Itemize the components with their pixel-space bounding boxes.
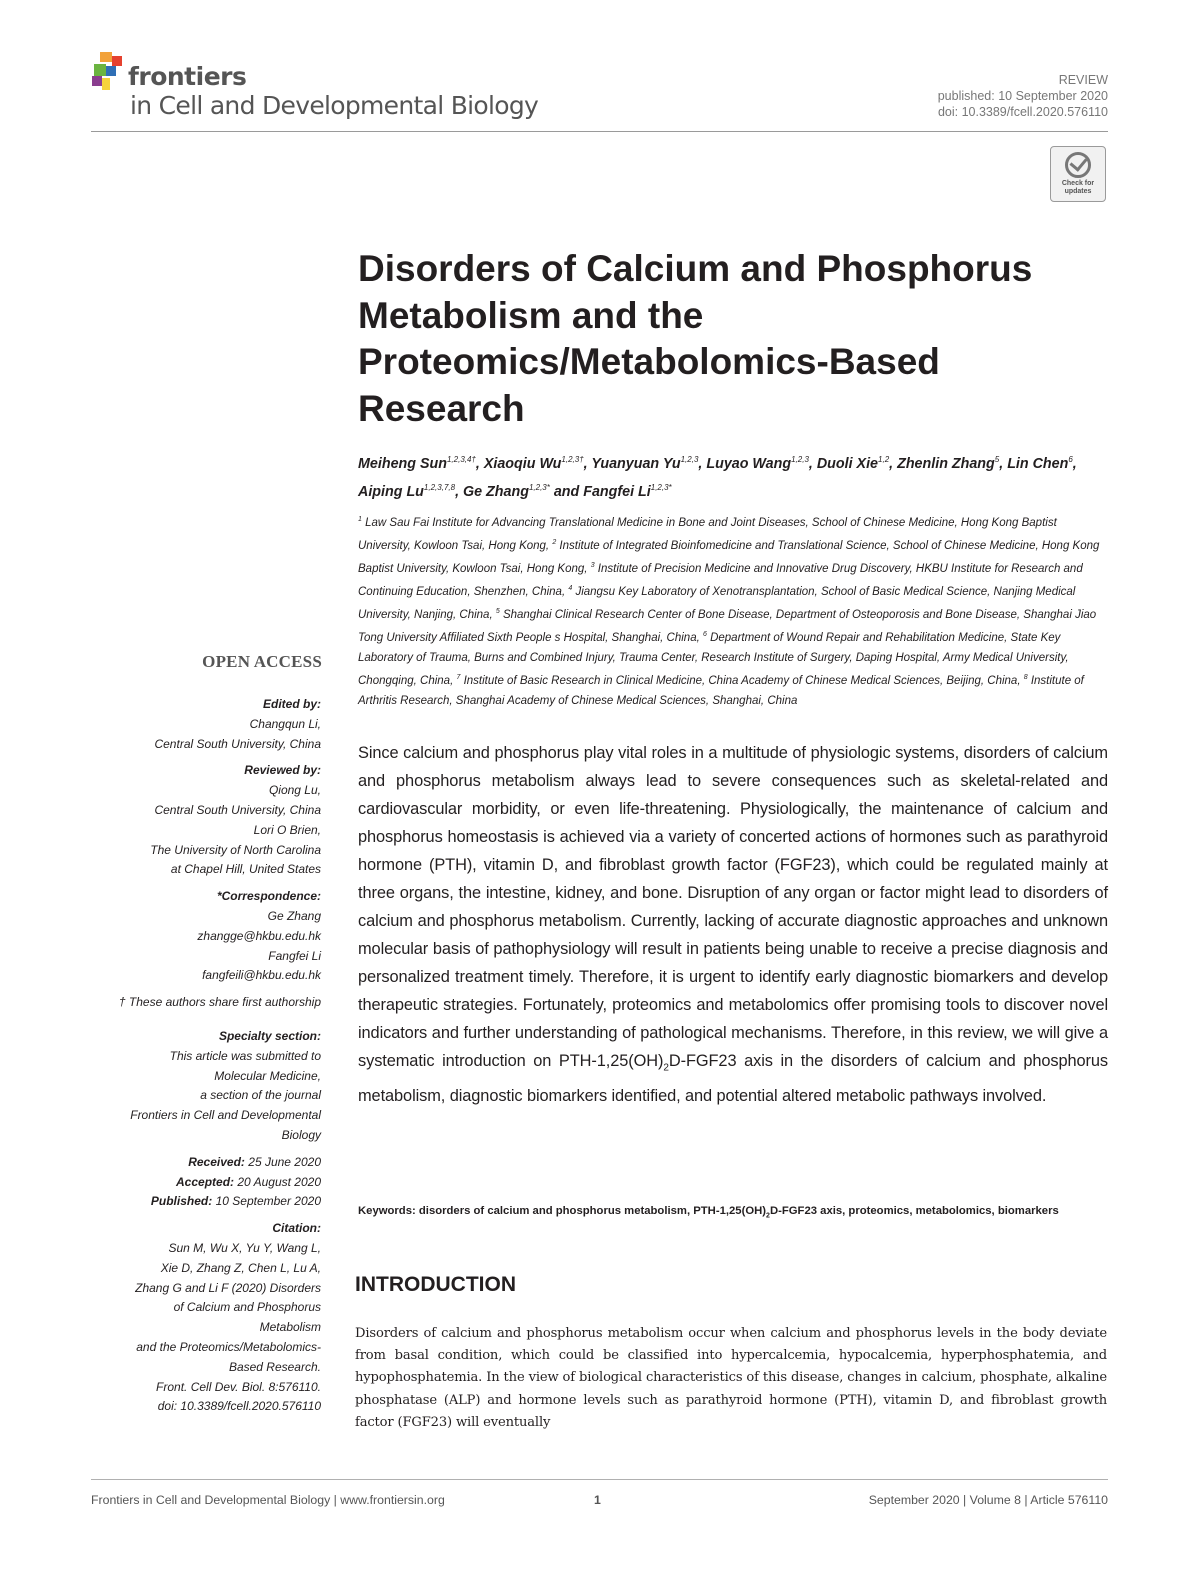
sidebar-line: Front. Cell Dev. Biol. 8:576110. [156, 1379, 321, 1394]
affiliation-number: 7 [456, 673, 461, 681]
author-name[interactable]: Fangfei Li [583, 483, 651, 500]
article-info-sidebar [86, 695, 321, 1417]
affiliation-text: Department of Wound Repair and Rehabilitation Medicine, State Key Laboratory of Trauma, Burns and Combined Injury, Trauma Center, Research Institute of Surgery, Daping Hospital, Army Medical University, Chongqing, China, [358, 631, 1069, 687]
sidebar-line: at Chapel Hill, United States [170, 862, 321, 877]
author-affiliation-marker: 1,2,3,4† [446, 455, 476, 464]
affiliation-list [358, 510, 1108, 711]
keywords-part-1: disorders of calcium and phosphorus metabolism, PTH-1,25(OH) [418, 1205, 767, 1217]
published-date: published: 10 September 2020 [937, 89, 1108, 103]
sidebar-line: Xie D, Zhang Z, Chen L, Lu A, [160, 1260, 321, 1275]
sidebar-line: Fangfei Li [268, 948, 321, 963]
sidebar-line: doi: 10.3389/fcell.2020.576110 [157, 1399, 321, 1414]
editor-list [86, 715, 321, 755]
sidebar-line: The University of North Carolina [150, 842, 321, 857]
author-affiliation-marker: 1,2,3 [791, 455, 809, 464]
footer-divider [91, 1479, 1108, 1480]
author-name[interactable]: Meiheng Sun [358, 455, 447, 472]
shared-authorship-note: † These authors share first authorship [118, 995, 321, 1010]
affiliation-number: 1 [358, 516, 362, 523]
author-affiliation-marker: 6 [1068, 455, 1073, 464]
sidebar-line: Based Research. [228, 1359, 321, 1374]
abstract-part-2: D-FGF23 axis in the disorders of calcium and phosphorus metabolism, diagnostic biomarkers identified, and potential altered metabolic pathways involved. [358, 1052, 1108, 1106]
sidebar-line: Biology [281, 1127, 321, 1142]
affiliation-text: Institute of Integrated Bioinfomedicine and Translational Science, School of Chinese Medicine, Hong Kong Baptist University, Kowloon Tsai, Hong Kong, [358, 539, 1100, 575]
sidebar-line: Lori O Brien, [253, 822, 321, 837]
sidebar-line: Molecular Medicine, [214, 1068, 321, 1083]
affiliation-text: Institute of Basic Research in Clinical Medicine, China Academy of Chinese Medical Sciences, Beijing, China, [460, 674, 1024, 687]
journal-name: in Cell and Developmental Biology [130, 91, 539, 120]
introduction-text: Disorders of calcium and phosphorus metabolism occur when calcium and phosphorus levels in the body deviate from basal condition, which could be classified into hypercalcemia, hypocalcemia, hyperphosphatemia, and hypophosphatemia. In the view of biological characteristics of this disease, changes in calcium, phosphate, alkaline phosphatase (ALP) and hormone levels such as parathyroid hormone (PTH), vitamin D, and fibroblast growth factor (FGF23) will eventually [355, 1326, 1107, 1430]
accepted-label: Accepted: [176, 1174, 235, 1189]
check-for-updates-button[interactable] [1050, 146, 1106, 202]
affiliation-number: 8 [1023, 673, 1028, 681]
accepted-value: 20 August 2020 [237, 1174, 321, 1189]
affiliation-text: Law Sau Fai Institute for Advancing Translational Medicine in Bone and Joint Diseases, School of Chinese Medicine, Hong Kong Baptist University, Kowloon Tsai, Hong Kong, [358, 516, 1057, 552]
keywords-subscript: 2 [766, 1212, 770, 1220]
affiliation-number: 2 [552, 538, 557, 546]
author-affiliation-marker: 1,2,3* [528, 482, 550, 492]
frontiers-logo-icon [90, 50, 126, 94]
introduction-heading: INTRODUCTION [355, 1273, 516, 1296]
author-name[interactable]: Duoli Xie [816, 455, 879, 472]
affiliation-text: Institute of Arthritis Research, Shanghai Academy of Chinese Medical Sciences, Shanghai, China [358, 674, 1084, 707]
keywords [358, 1202, 1108, 1225]
affiliation-number: 6 [702, 630, 707, 638]
sidebar-line: Metabolism [259, 1320, 321, 1335]
check-updates-label: Check for updates [1061, 180, 1095, 195]
published-date-sidebar [86, 1192, 321, 1212]
author-name[interactable]: Ge Zhang [463, 483, 529, 500]
author-name[interactable]: Lin Chen [1007, 455, 1069, 472]
sidebar-line: Changqun Li, [249, 716, 321, 731]
reviewer-list [86, 781, 321, 880]
affiliation-text: Jiangsu Key Laboratory of Xenotransplantation, School of Basic Medical Science, Nanjing Medical University, Nanjing, China, [358, 585, 1076, 621]
open-access-label: OPEN ACCESS [202, 652, 322, 671]
article-title: Disorders of Calcium and Phosphorus Metabolism and the Proteomics/Metabolomics-Based Research [358, 248, 1033, 429]
author-affiliation-marker: 1,2,3† [561, 455, 584, 464]
sidebar-line: Qiong Lu, [268, 783, 321, 798]
author-affiliation-marker: 5 [994, 455, 1000, 464]
author-affiliation-marker: 1,2,3,7,8 [423, 482, 456, 492]
check-updates-icon [1065, 152, 1091, 178]
sidebar-line: and the Proteomics/Metabolomics- [136, 1339, 321, 1354]
journal-brand: frontiers [128, 62, 247, 91]
sidebar-line: of Calcium and Phosphorus [173, 1300, 321, 1315]
sidebar-line: Frontiers in Cell and Developmental [130, 1108, 321, 1123]
sidebar-line: Central South University, China [154, 736, 321, 751]
abstract-subscript: 2 [663, 1062, 669, 1074]
affiliation-text: Institute of Precision Medicine and Innovative Drug Discovery, HKBU Institute for Research and Continuing Education, Shenzhen, China, [358, 562, 1083, 598]
sidebar-line: Zhang G and Li F (2020) Disorders [135, 1280, 321, 1295]
sidebar-line[interactable]: fangfeili@hkbu.edu.hk [202, 968, 321, 983]
reviewed-by-label: Reviewed by: [244, 763, 321, 778]
affiliation-text: Shanghai Clinical Research Center of Bone Disease, Department of Osteoporosis and Bone Disease, Shanghai Jiao Tong University Affiliated Sixth People s Hospital, Shanghai, China, [358, 608, 1097, 644]
keywords-label: Keywords: [358, 1205, 416, 1217]
affiliation-number: 4 [568, 584, 573, 592]
author-affiliation-marker: 1,2 [878, 455, 890, 464]
correspondence-list [86, 907, 321, 986]
article-meta [938, 72, 1108, 120]
sidebar-line: This article was submitted to [169, 1048, 321, 1063]
author-name[interactable]: Yuanyuan Yu [591, 455, 681, 472]
correspondence-label: *Correspondence: [216, 889, 321, 904]
sidebar-line[interactable]: zhangge@hkbu.edu.hk [197, 928, 321, 943]
author-name[interactable]: Zhenlin Zhang [897, 455, 995, 472]
edited-by-label: Edited by: [262, 697, 321, 711]
accepted-date [86, 1173, 321, 1193]
sidebar-line: Central South University, China [154, 802, 321, 817]
article-type: REVIEW [1058, 73, 1108, 87]
author-name[interactable]: Xiaoqiu Wu [483, 455, 562, 472]
published-value: 10 September 2020 [215, 1194, 321, 1209]
affiliation-number: 3 [590, 561, 595, 569]
sidebar-line: a section of the journal [200, 1088, 321, 1103]
author-name[interactable]: Aiping Lu [358, 483, 424, 500]
footer-issue-info: September 2020 | Volume 8 | Article 576110 [868, 1493, 1108, 1507]
specialty-section-label: Specialty section: [218, 1028, 321, 1043]
received-value: 25 June 2020 [248, 1154, 321, 1169]
author-list: Meiheng Sun$^{1,2,3,4\dagger}$, Xiaoqiu $Wu^{1,2,3\dagger}$, Yuanyuan Yu$^{1,2,3}$, Luyao Wang$^{1,2,3}$, Duoli Xie$^{1,2}$, Zhenlin Zhang$^5$, Lin Chen$^6$, Aiping Lu$^{1,2,3,7,8}$, Ge Zhang$^{1,2,3*}$ and Fangfei $Li^{1,2,3*}$ [358, 455, 1077, 500]
keywords-part-2: D-FGF23 axis, proteomics, metabolomics, biomarkers [769, 1205, 1059, 1217]
doi[interactable]: doi: 10.3389/fcell.2020.576110 [937, 105, 1108, 119]
published-label: Published: [150, 1194, 213, 1209]
page-number: 1 [594, 1493, 601, 1507]
header-divider [91, 131, 1108, 132]
author-affiliation-marker: 1,2,3* [650, 482, 672, 492]
specialty-list [86, 1047, 321, 1146]
abstract-part-1: Since calcium and phosphorus play vital roles in a multitude of physiologic systems, disorders of calcium and phosphorus metabolism always lead to severe consequences such as skeletal-related and cardiovascular morbidity, or even life-threatening. Physiologically, the maintenance of calcium and phosphorus homeostasis is achieved via a variety of concerted actions of hormones such as parathyroid hormone (PTH), vitamin D, and fibroblast growth factor (FGF23), which could be regulated mainly at three organs, the intestine, kidney, and bone. Disruption of any organ or factor might lead to disorders of calcium and phosphorus metabolism. Currently, lacking of accurate diagnostic approaches and unknown molecular basis of pathophysiology will result in patients being unable to receive a precise diagnosis and personalized treatment timely. Therefore, it is urgent to identify early diagnostic biomarkers and develop therapeutic strategies. Fortunately, proteomics and metabolomics offer promising tools to discover novel indicators and further understanding of pathological mechanisms. Therefore, in this review, we will give a systematic introduction on PTH-1,25(OH) [358, 744, 1108, 1070]
received-label: Received: [188, 1154, 245, 1169]
citation-list [86, 1239, 321, 1417]
abstract [358, 739, 1108, 1110]
citation-label: Citation: [272, 1221, 321, 1236]
author-affiliation-marker: 1,2,3 [680, 455, 699, 464]
affiliation-number: 5 [495, 607, 500, 615]
footer-journal-link[interactable]: Frontiers in Cell and Developmental Biology | www.frontiersin.org [91, 1493, 445, 1507]
sidebar-line: Ge Zhang [267, 908, 321, 923]
sidebar-line: Sun M, Wu X, Yu Y, Wang L, [168, 1240, 321, 1255]
received-date [86, 1153, 321, 1173]
author-name[interactable]: Luyao Wang [706, 455, 792, 472]
